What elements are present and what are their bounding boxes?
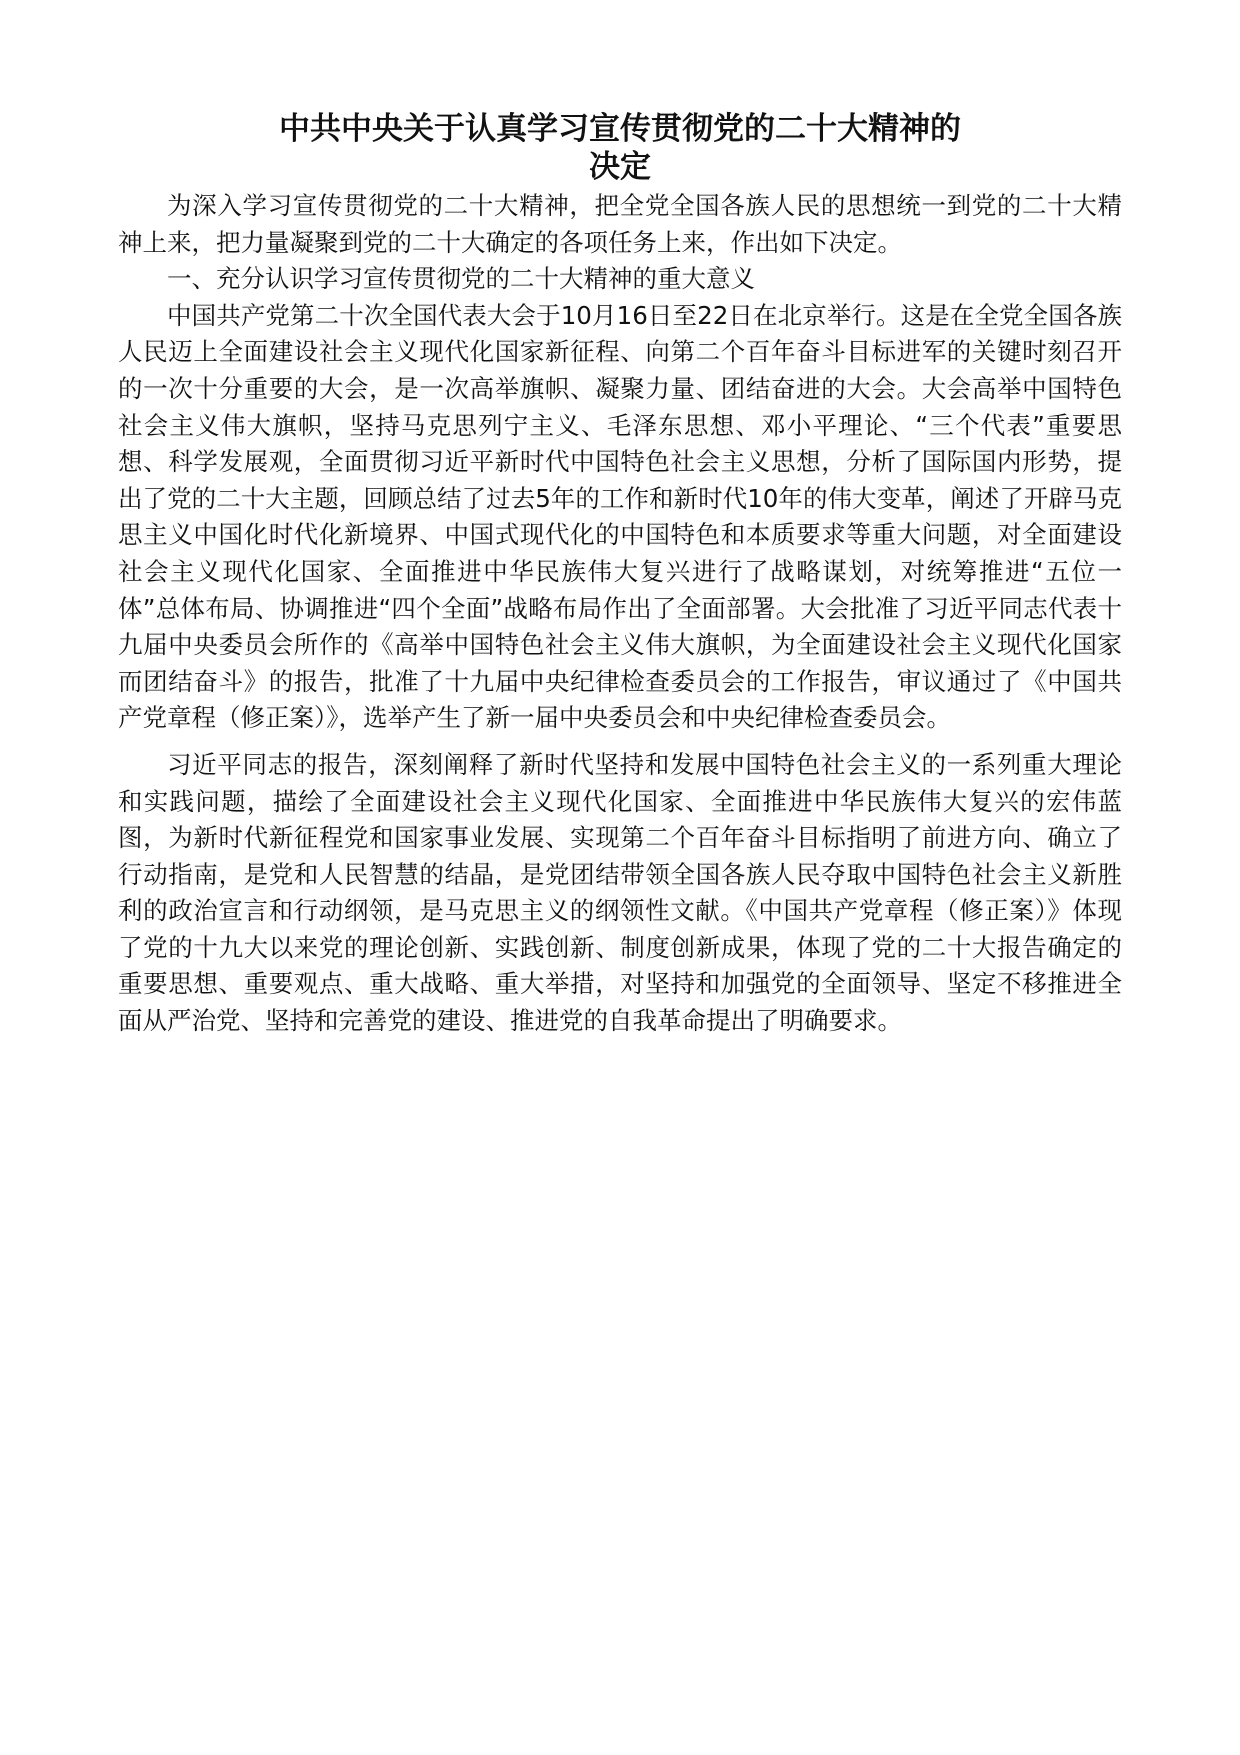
document-page: [118, 110, 1122, 1040]
title-line-1: 中共中央关于认真学习宣传贯彻党的二十大精神的: [279, 111, 961, 147]
intro-paragraph: 为深入学习宣传贯彻党的二十大精神，把全党全国各族人民的思想统一到党的二十大精神上来，把力量凝聚到党的二十大确定的各项任务上来，作出如下决定。: [118, 191, 1122, 257]
title-line-2: 决定: [589, 149, 651, 185]
body-paragraph: 习近平同志的报告，深刻阐释了新时代坚持和发展中国特色社会主义的一系列重大理论和实践问题，描绘了全面建设社会主义现代化国家、全面推进中华民族伟大复兴的宏伟蓝图，为新时代新征程党和国家事业发展、实现第二个百年奋斗目标指明了前进方向、确立了行动指南，是党和人民智慧的结晶，是党团结带领全国各族人民夺取中国特色社会主义新胜利的政治宣言和行动纲领，是马克思主义的纲领性文献。《中国共产党章程（修正案）》体现了党的十九大以来党的理论创新、实践创新、制度创新成果，体现了党的二十大报告确定的重要思想、重要观点、重大战略、重大举措，对坚持和加强党的全面领导、坚定不移推进全面从严治党、坚持和完善党的建设、推进党的自我革命提出了明确要求。: [118, 749, 1122, 1036]
body-paragraph: 中国共产党第二十次全国代表大会于10月16日至22日在北京举行。这是在全党全国各族人民迈上全面建设社会主义现代化国家新征程、向第二个百年奋斗目标进军的关键时刻召开的一次十分重要的大会，是一次高举旗帜、凝聚力量、团结奋进的大会。大会高举中国特色社会主义伟大旗帜，坚持马克思列宁主义、毛泽东思想、邓小平理论、“三个代表”重要思想、科学发展观，全面贯彻习近平新时代中国特色社会主义思想，分析了国际国内形势，提出了党的二十大主题，回顾总结了过去5年的工作和新时代10年的伟大变革，阐述了开辟马克思主义中国化时代化新境界、中国式现代化的中国特色和本质要求等重大问题，对全面建设社会主义现代化国家、全面推进中华民族伟大复兴进行了战略谋划，对统筹推进“五位一体”总体布局、协调推进“四个全面”战略布局作出了全面部署。大会批准了习近平同志代表十九届中央委员会所作的《高举中国特色社会主义伟大旗帜，为全面建设社会主义现代化国家而团结奋斗》的报告，批准了十九届中央纪律检查委员会的工作报告，审议通过了《中国共产党章程（修正案）》，选举产生了新一届中央委员会和中央纪律检查委员会。: [118, 300, 1122, 733]
document-body: [118, 188, 1122, 1040]
document-title: [118, 110, 1122, 186]
section-heading: 一、充分认识学习宣传贯彻党的二十大精神的重大意义: [167, 264, 755, 294]
